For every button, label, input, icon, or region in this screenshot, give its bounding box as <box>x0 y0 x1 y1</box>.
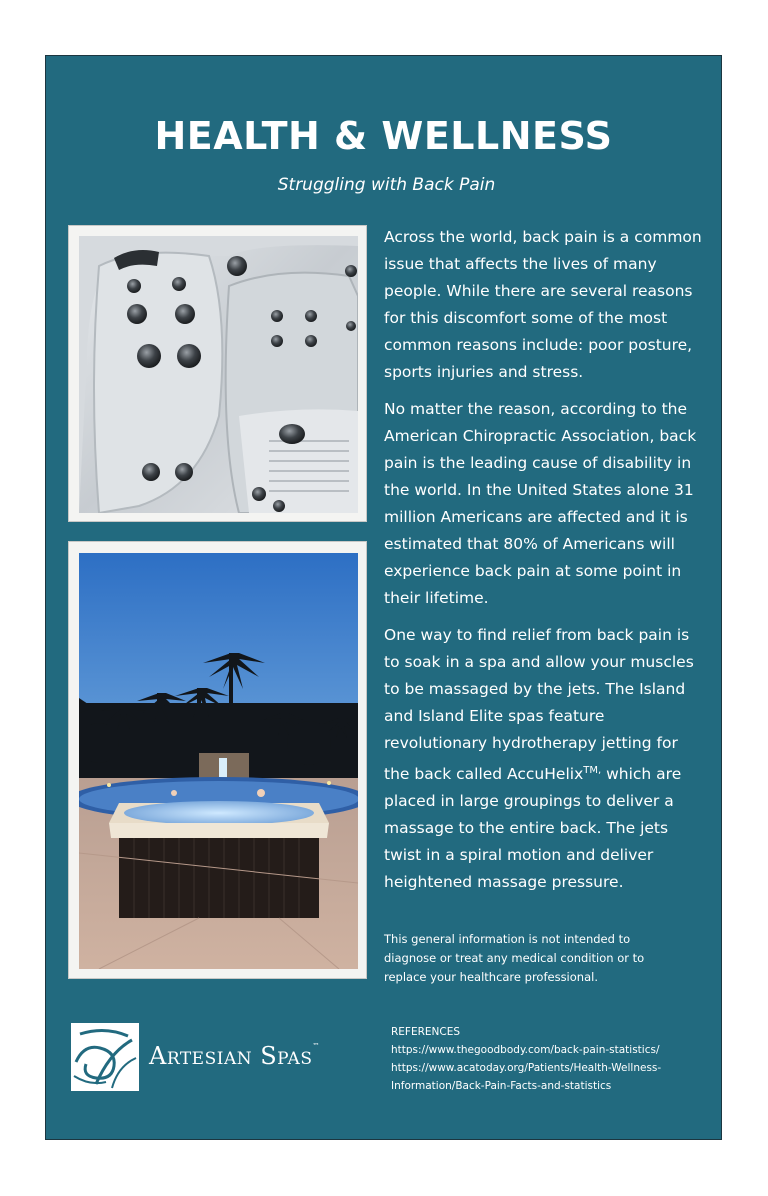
reference-link-goodbody: https://www.thegoodbody.com/back-pain-statistics/ <box>391 1044 660 1056</box>
paragraph-relief-text: One way to find relief from back pain is to soak in a spa and allow your muscles to be massaged by the jets. The Island and Island Elite spas feature revolutionary hydrotherapy jetting for the back called AccuHelix <box>384 626 694 784</box>
page-subtitle: Struggling with Back Pain <box>277 175 496 195</box>
page-title: HEALTH & WELLNESS <box>154 114 613 158</box>
paragraph-statistics: No matter the reason, according to the American Chiropractic Association, back pain is the leading cause of disability in the world. In the United States alone 31 million Americans are affected and it is estimated that 80% of Americans will experience back pain at some point in their lifetime. <box>384 400 697 607</box>
flyer-panel <box>45 55 722 1140</box>
trademark-mark: TM, <box>583 765 602 776</box>
spa-interior-photo <box>68 225 367 522</box>
spa-outdoor-image <box>79 553 358 969</box>
paragraph-intro: Across the world, back pain is a common issue that affects the lives of many people. While there are several reasons for this discomfort some of the most common reasons include: poor posture, sports injuries and stress. <box>384 228 702 381</box>
brand-trademark: ™ <box>312 1042 320 1050</box>
brand-name <box>149 1042 320 1070</box>
reference-link-acatoday: https://www.acatoday.org/Patients/Health-Wellness- <box>391 1062 662 1074</box>
reference-link-acatoday-cont: Information/Back-Pain-Facts-and-statistics <box>391 1080 612 1092</box>
article-body <box>384 224 704 906</box>
references <box>391 1023 691 1095</box>
spa-interior-image <box>79 236 358 513</box>
references-heading: REFERENCES <box>391 1026 461 1038</box>
spa-outdoor-photo <box>68 541 367 979</box>
paragraph-relief-text-cont: which are placed in large groupings to deliver a massage to the entire back. The jets twist in a spiral motion and deliver heightened massage pressure. <box>384 765 682 892</box>
artesian-logo-icon <box>70 1022 140 1092</box>
brand-name-text: Artesian Spas <box>149 1042 313 1070</box>
disclaimer: This general information is not intended to diagnose or treat any medical condition or to replace your healthcare professional. <box>384 932 645 984</box>
paragraph-relief <box>384 622 704 896</box>
